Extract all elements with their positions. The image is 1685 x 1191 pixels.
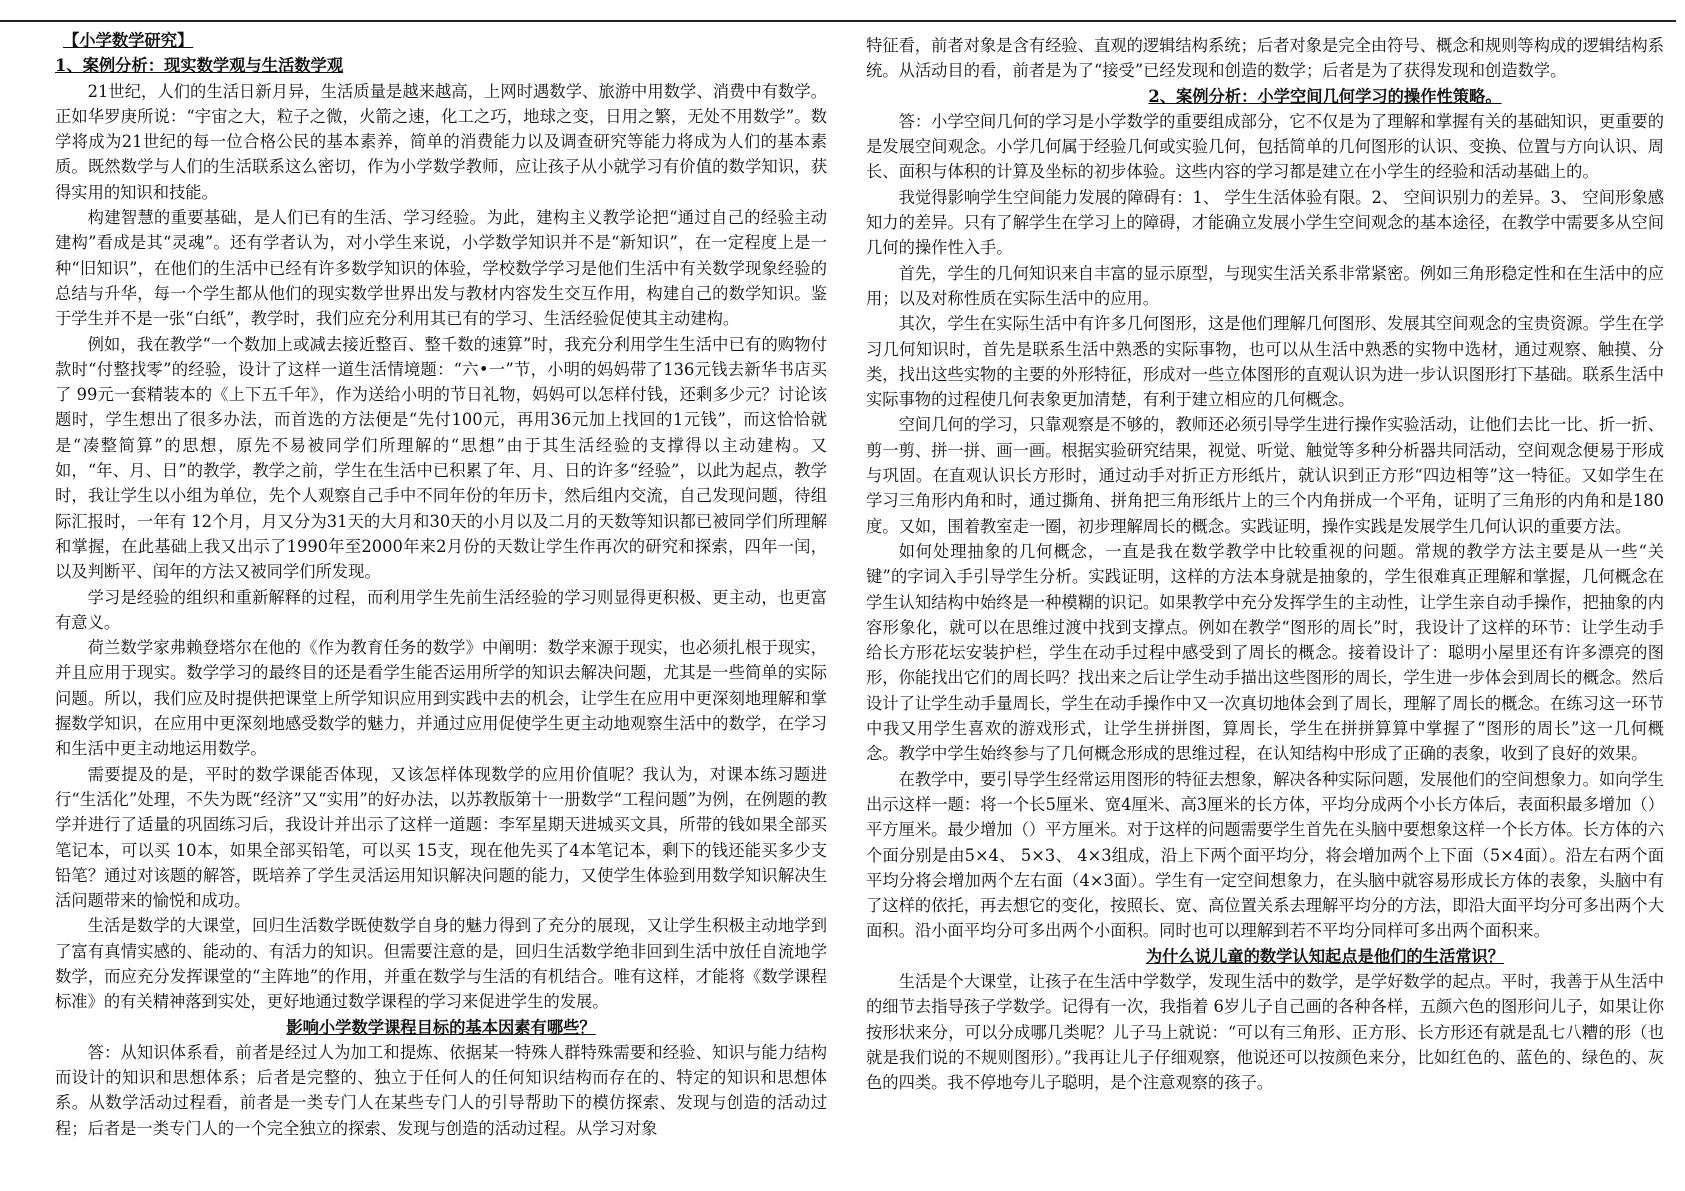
body-paragraph: 我觉得影响学生空间能力发展的障碍有：1、 学生生活体验有限。2、 空间识别力的差异。3、 空间形象感知力的差异。只有了解学生在学习上的障碍，才能确立发展小学生空间观念的基本途径，在教学中需要多从空间几何的操作性入手。 — [866, 187, 1664, 258]
body-paragraph: 生活是数学的大课堂，回归生活数学既使数学自身的魅力得到了充分的展现，又让学生积极主动地学到了富有真情实感的、能动的、有活力的知识。但需要注意的是，回归生活数学绝非回到生活中放任自流地学数学，而应充分发挥课堂的“主阵地”的作用，并重在数学与生活的有机结合。唯有这样，才能将《数学课程标准》的有关精神落到实处，更好地通过数学课程的学习来促进学生的发展。 — [55, 916, 827, 1012]
heading-course-goal-factors: 影响小学数学课程目标的基本因素有哪些？ — [286, 1017, 596, 1037]
body-paragraph: 学习是经验的组织和重新解释的过程，而利用学生先前生活经验的学习则显得更积极、更主动，也更富有意义。 — [55, 587, 827, 632]
body-paragraph: 需要提及的是，平时的数学课能否体现，又该怎样体现数学的应用价值呢？我认为，对课本练习题进行“生活化”处理，不失为既“经济”又“实用”的好办法，以苏教版第十一册数学“工程问题”为例，在例题的教学并进行了适量的巩固练习后，我设计并出示了这样一道题：李军星期天进城买文具，所带的钱如果全部买笔记本，可以买 10本，如果全部买铅笔，可以买 15支，现在他先买了4本笔记本，剩下的钱还能买多少支铅笔？通过对该题的解答，既培养了学生灵活运用知识解决问题的能力，又使学生体验到用数学知识解决生活问题带来的愉悦和成功。 — [55, 764, 827, 911]
heading-case-analysis-1: 1、案例分析：现实数学观与生活数学观 — [55, 56, 344, 76]
body-paragraph: 在教学中，要引导学生经常运用图形的特征去想象，解决各种实际问题，发展他们的空间想象力。如向学生出示这样一题：将一个长5厘米、宽4厘米、高3厘米的长方体，平均分成两个小长方体后，表面积最多增加（）平方厘米。最少增加（）平方厘米。对于这样的问题需要学生首先在头脑中要想象这样一个长方体。长方体的六个面分别是由5×4、 5×3、 4×3组成，沿上下两个面平均分，将会增加两个上下面（5×4面）。沿左右两个面平均分将会增加两个左右面（4×3面）。学生有一定空间想象力，在头脑中就容易形成长方体的表象，头脑中有了这样的依托，再去想它的变化，按照长、宽、高位置关系去理解平均分的方法，即沿大面平均分可多出两个大面积。沿小面平均分可多出两个小面积。同时也可以理解到若不平均分同样可多出两个面积来。 — [866, 769, 1664, 941]
left-column — [55, 28, 827, 1178]
body-paragraph: 其次，学生在实际生活中有许多几何图形，这是他们理解几何图形、发展其空间观念的宝贵资源。学生在学习几何知识时，首先是联系生活中熟悉的实际事物，也可以从生活中熟悉的实物中选材，通过观察、触摸、分类，找出这些实物的主要的外形特征，形成对一些立体图形的直观认识为进一步认识图形打下基础。联系生活中实际事物的过程使几何表象更加清楚，有利于建立相应的几何概念。 — [866, 314, 1664, 410]
body-paragraph: 答：小学空间几何的学习是小学数学的重要组成部分，它不仅是为了理解和掌握有关的基础知识，更重要的是发展空间观念。小学几何属于经验几何或实验几何，包括简单的几何图形的认识、变换、位置与方向认识、周长、面积与体积的计算及坐标的初步体验。这些内容的学习都是建立在小学生的经验和活动基础上的。 — [866, 111, 1664, 182]
final-paragraph: 生活是个大课堂，让孩子在生活中学数学，发现生活中的数学，是学好数学的起点。平时，我善于从生活中的细节去指导孩子学数学。记得有一次，我指着 6岁儿子自己画的各种各样，五颜六色的图形问儿子，如果让你按形状来分，可以分成哪几类呢？儿子马上就说：“可以有三角形、正方形、长方形还有就是乱七八糟的形（也就是我们说的不规则图形）。”我再让儿子仔细观察，他说还可以按颜色来分，比如红色的、蓝色的、绿色的、灰色的四类。我不停地夸儿子聪明，是个注意观察的孩子。 — [866, 971, 1664, 1093]
body-paragraph: 例如，我在教学“一个数加上或减去接近整百、整千数的速算”时，我充分利用学生生活中已有的购物付款时“付整找零”的经验，设计了这样一道生活情境题：“六•一”节，小明的妈妈带了136元钱去新华书店买了 99元一套精装本的《上下五千年》，作为送给小明的节日礼物，妈妈可以怎样付钱，还剩多少元？讨论该题时，学生想出了很多办法，而首选的方法便是“先付100元，再用36元加上找回的1元钱”，而这恰恰就是“凑整简算”的思想，原先不易被同学们所理解的“思想”由于其生活经验的支撑得以主动建构。又如，“年、月、日”的教学，教学之前，学生在生活中已积累了年、月、日的许多“经验”，以此为起点，教学时，我让学生以小组为单位，先个人观察自己手中不同年份的年历卡，然后组内交流，自己发现问题，待组际汇报时，一年有 12个月，月又分为31天的大月和30天的小月以及二月的天数等知识都已被同学们所理解和掌握，在此基础上我又出示了1990年至2000年来2月份的天数让学生作再次的研究和探索，四年一闰，以及判断平、闰年的方法又被同学们所发现。 — [55, 334, 827, 582]
body-paragraph: 首先，学生的几何知识来自丰富的显示原型，与现实生活关系非常紧密。例如三角形稳定性和在生活中的应用；以及对称性质在实际生活中的应用。 — [866, 263, 1664, 308]
body-paragraph: 21世纪，人们的生活日新月异，生活质量是越来越高，上网时遇数学、旅游中用数学、消费中有数学。正如华罗庚所说：“宇宙之大，粒子之微，火箭之速，化工之巧，地球之变，日用之繁，无处不用数学”。数学将成为21世纪的每一位合格公民的基本素养，简单的消费能力以及调查研究等能力将成为人们的基本素质。既然数学与人们的生活联系这么密切，作为小学数学教师，应让孩子从小就学习有价值的数学知识，获得实用的知识和技能。 — [55, 81, 827, 202]
heading-case-analysis-2: 2、案例分析：小学空间几何学习的操作性策略。 — [1148, 86, 1502, 106]
heading-cognitive-starting-point: 为什么说儿童的数学认知起点是他们的生活常识？ — [1145, 946, 1505, 966]
continuation-paragraph: 特征看，前者对象是含有经验、直观的逻辑结构系统；后者对象是完全由符号、概念和规则等构成的逻辑结构系统。从活动目的看，前者是为了“接受”已经发现和创造的数学；后者是为了获得发现和创造数学。 — [866, 36, 1664, 81]
body-paragraph: 构建智慧的重要基础，是人们已有的生活、学习经验。为此，建构主义教学论把“通过自己的经验主动建构”看成是其“灵魂”。还有学者认为，对小学生来说，小学数学知识并不是“新知识”，在一定程度上是一种“旧知识”，在他们的生活中已经有许多数学知识的体验，学校数学学习是他们生活中有关数学现象经验的总结与升华，每一个学生都从他们的现实数学世界出发与教材内容发生交互作用，构建自己的数学知识。鉴于学生并不是一张“白纸”，教学时，我们应充分利用其已有的学习、生活经验促使其主动建构。 — [55, 208, 827, 329]
body-paragraph: 空间几何的学习，只靠观察是不够的，教师还必须引导学生进行操作实验活动，让他们去比一比、折一折、剪一剪、拼一拼、画一画。根据实验研究结果，视觉、听觉、触觉等多种分析器共同活动，空间观念便易于形成与巩固。在直观认识长方形时，通过动手对折正方形纸片，就认识到正方形“四边相等”这一特征。又如学生在学习三角形内角和时，通过撕角、拼角把三角形纸片上的三个内角拼成一个平角，证明了三角形的内角和是180度。又如，围着教室走一圈，初步理解周长的概念。实践证明，操作实践是发展学生几何认识的重要方法。 — [866, 415, 1664, 536]
body-paragraph: 荷兰数学家弗赖登塔尔在他的《作为教育任务的数学》中阐明：数学来源于现实，也必须扎根于现实，并且应用于现实。数学学习的最终目的还是看学生能否运用所学的知识去解决问题，尤其是一些简单的实际问题。所以，我们应及时提供把课堂上所学知识应用到实践中去的机会，让学生在应用中更深刻地理解和掌握数学知识，在应用中更深刻地感受数学的魅力，并通过应用促使学生更主动地观察生活中的数学，在学习和生活中更主动地运用数学。 — [55, 638, 827, 759]
answer-paragraph: 答：从知识体系看，前者是经过人为加工和提炼、依据某一特殊人群特殊需要和经验、知识与能力结构而设计的知识和思想体系；后者是完整的、独立于任何人的任何知识结构而存在的、特定的知识和思想体系。从数学活动过程看，前者是一类专门人在某些专门人的引导帮助下的模仿探索、发现与创造的活动过程；后者是一类专门人的一个完全独立的探索、发现与创造的活动过程。从学习对象 — [55, 1042, 827, 1138]
top-rule — [0, 20, 1676, 22]
right-column — [866, 33, 1664, 1183]
body-paragraph: 如何处理抽象的几何概念，一直是我在数学教学中比较重视的问题。常规的教学方法主要是从一些“关键”的字词入手引导学生分析。实践证明，这样的方法本身就是抽象的，学生很难真正理解和掌握，几何概念在学生认知结构中始终是一种模糊的识记。如果教学中充分发挥学生的主动性，让学生亲自动手操作，把抽象的内容形象化，就可以在思维过渡中找到支撑点。例如在教学“图形的周长”时，我设计了这样的环节：让学生动手给长方形花坛安装护栏，学生在动手过程中感受到了周长的概念。接着设计了：聪明小屋里还有许多漂亮的图形，你能找出它们的周长吗？找出来之后让学生动手描出这些图形的周长，学生进一步体会到周长的概念。然后设计了让学生动手量周长，学生在动手操作中又一次真切地体会到了周长，理解了周长的概念。在练习这一环节中我又用学生喜欢的游戏形式，让学生拼拼图，算周长，学生在拼拼算算中掌握了“图形的周长”这一几何概念。教学中学生始终参与了几何概念形成的思维过程，在认知结构中形成了正确的表象，收到了良好的效果。 — [866, 541, 1664, 764]
section-label: 【小学数学研究】 — [63, 31, 194, 50]
